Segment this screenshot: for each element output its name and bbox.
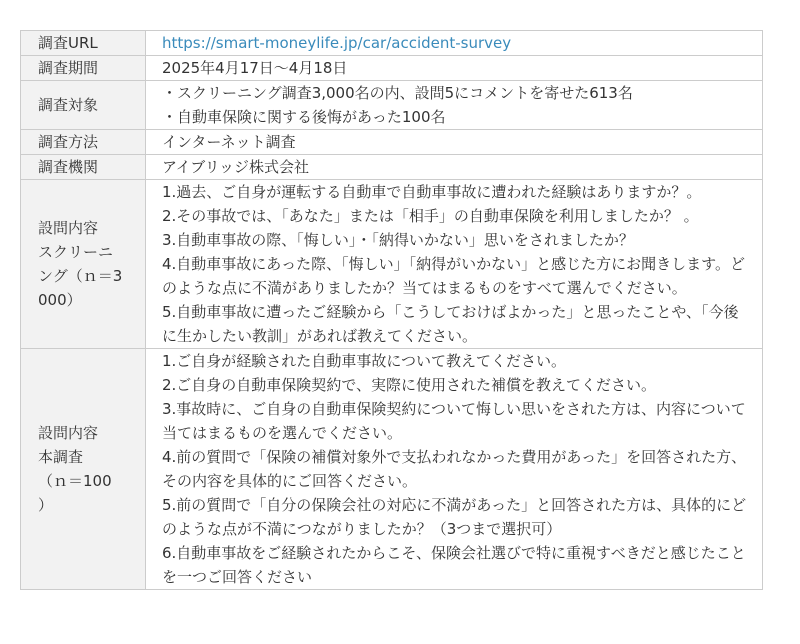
list-item: 3.事故時に、ご自身の自動車保険契約について悔しい思いをされた方は、内容について当てはまるものを選んでください。 bbox=[162, 400, 746, 442]
survey-overview-table bbox=[20, 30, 763, 590]
list-item: 5.前の質問で「自分の保険会社の対応に不満があった」と回答された方は、具体的にどのような点が不満につながりましたか？（3つまで選択可） bbox=[162, 496, 747, 538]
label-line: ） bbox=[38, 496, 54, 514]
row-label bbox=[21, 349, 146, 590]
row-value bbox=[146, 349, 763, 590]
list-item: 2.その事故では、「あなた」または「相手」の自動車保険を利用しましたか？ 。 bbox=[162, 207, 699, 225]
survey-overview-table-container bbox=[20, 30, 762, 590]
list-item: 1.過去、ご自身が運転する自動車で自動車事故に遭われた経験はありますか？。 bbox=[162, 183, 702, 201]
table-row-organization bbox=[21, 155, 763, 180]
label-line: （ｎ＝100 bbox=[38, 472, 112, 490]
table-row-period bbox=[21, 56, 763, 81]
label-line: 設問内容 bbox=[38, 424, 99, 442]
row-value bbox=[146, 81, 763, 130]
table-row-screening-questions bbox=[21, 180, 763, 349]
table-row-main-questions bbox=[21, 349, 763, 590]
table-row-url bbox=[21, 31, 763, 56]
row-label: 調査対象 bbox=[21, 81, 146, 130]
row-value: アイブリッジ株式会社 bbox=[146, 155, 763, 180]
list-item: ・自動車保険に関する後悔があった100名 bbox=[162, 108, 446, 126]
list-item: 3.自動車事故の際、「悔しい」・「納得いかない」思いをされましたか？ bbox=[162, 231, 634, 249]
row-label: 調査URL bbox=[21, 31, 146, 56]
row-label: 調査期間 bbox=[21, 56, 146, 81]
list-item: 2.ご自身の自動車保険契約で、実際に使用された補償を教えてください。 bbox=[162, 376, 657, 394]
row-value bbox=[146, 180, 763, 349]
label-line: ング（ｎ＝3 bbox=[38, 267, 123, 285]
label-line: 本調査 bbox=[38, 448, 84, 466]
table-row-method bbox=[21, 130, 763, 155]
list-item: 1.ご自身が経験された自動車事故について教えてください。 bbox=[162, 352, 567, 370]
label-line: スクリーニ bbox=[38, 243, 114, 261]
row-label bbox=[21, 180, 146, 349]
row-value: インターネット調査 bbox=[146, 130, 763, 155]
row-value: 2025年4月17日〜4月18日 bbox=[146, 56, 763, 81]
row-label: 調査方法 bbox=[21, 130, 146, 155]
label-line: 000） bbox=[38, 291, 82, 309]
list-item: 6.自動車事故をご経験されたからこそ、保険会社選びで特に重視すべきだと感じたことを一つご回答ください bbox=[162, 544, 746, 586]
survey-url-link[interactable]: https://smart-moneylife.jp/car/accident-survey bbox=[162, 34, 512, 52]
survey-url-cell bbox=[146, 31, 763, 56]
table-row-target bbox=[21, 81, 763, 130]
list-item: ・スクリーニング調査3,000名の内、設問5にコメントを寄せた613名 bbox=[162, 84, 633, 102]
list-item: 4.前の質問で「保険の補償対象外で支払われなかった費用があった」を回答された方、その内容を具体的にご回答ください。 bbox=[162, 448, 747, 490]
label-line: 設問内容 bbox=[38, 219, 99, 237]
list-item: 4.自動車事故にあった際、「悔しい」「納得がいかない」と感じた方にお聞きします。どのような点に不満がありましたか？当てはまるものをすべて選んでください。 bbox=[162, 255, 745, 297]
row-label: 調査機関 bbox=[21, 155, 146, 180]
list-item: 5.自動車事故に遭ったご経験から「こうしておけばよかった」と思ったことや、「今後に生かしたい教訓」があれば教えてください。 bbox=[162, 303, 739, 345]
